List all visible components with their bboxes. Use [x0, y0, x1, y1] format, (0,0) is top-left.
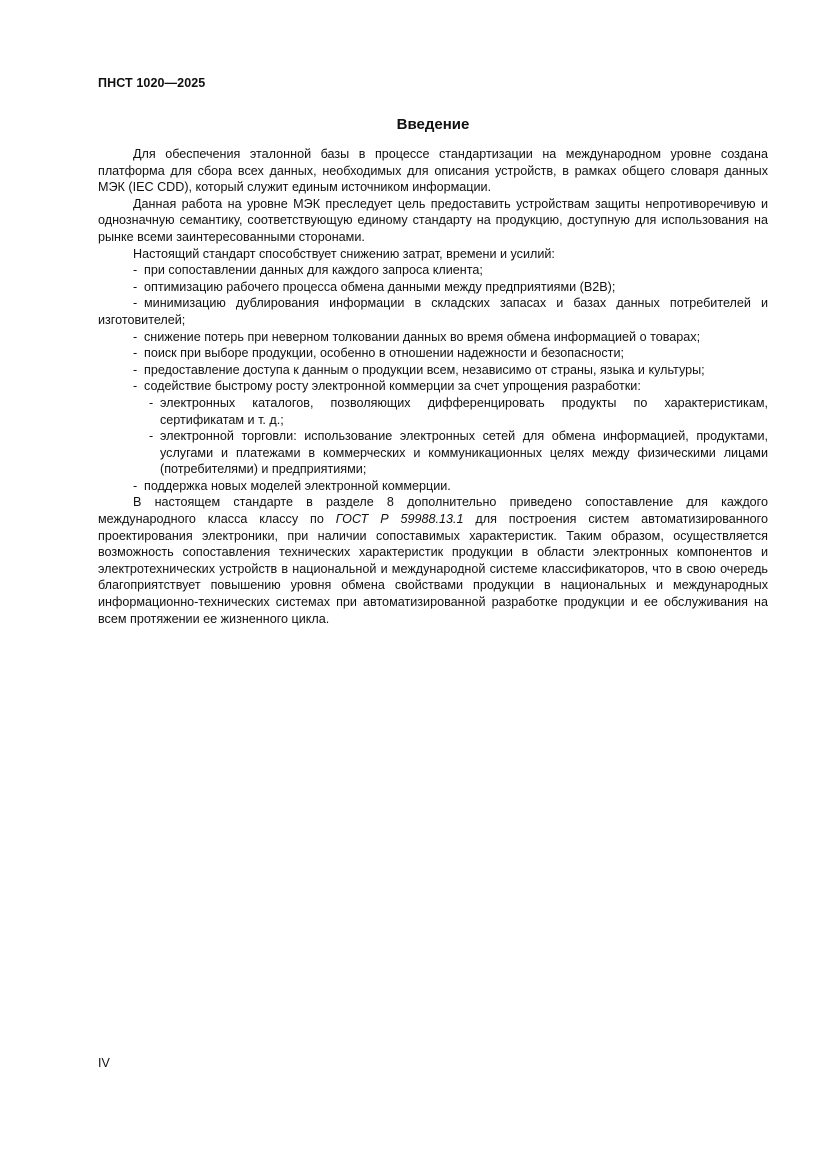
list-item	[98, 378, 768, 395]
list-item-text: минимизацию дублирования информации в складских запасах и базах данных потребителей и изготовителей;	[98, 296, 768, 327]
list-dash: -	[133, 478, 138, 493]
list-item-text: при сопоставлении данных для каждого запроса клиента;	[144, 263, 483, 278]
sub-list-item	[98, 395, 768, 428]
section-title: Введение	[396, 116, 470, 133]
paragraph-text: для построения систем автоматизированного проектирования электроники, при наличии сопоставимых характеристик. Таким образом, осуществляется возможность сопоставления технических характеристик продукции в области электронных компонентов и электротехнических устройств в национальной и международной системе классификаторов, что в свою очередь благоприятствует повышению уровня обмена свойствами продукции в национальных и международных информационно-технических системах при автоматизированной разработке продукции и ее обслуживания на всем протяжении ее жизненного цикла.	[98, 512, 768, 626]
list-item	[98, 329, 768, 346]
list-item-text: предоставление доступа к данным о продукции всем, независимо от страны, языка и культуры;	[144, 362, 705, 377]
paragraph	[98, 494, 768, 627]
introduction-body	[98, 146, 768, 627]
sub-list-item	[98, 428, 768, 478]
paragraph: Данная работа на уровне МЭК преследует цель предоставить устройствам защиты непротиворечивую и однозначную семантику, соответствующую единому стандарту на продукцию, доступную для использования на рынке всеми заинтересованными сторонами.	[98, 196, 768, 244]
sub-list-item-text: электронной торговли: использование электронных сетей для обмена информацией, продуктами, услугами и платежами в коммерческих и коммуникационных целях между физическими лицами (потребителями) и предприятиями;	[160, 429, 768, 477]
list-item	[98, 262, 768, 279]
list-item	[98, 362, 768, 379]
list-dash: -	[149, 429, 154, 444]
list-item	[98, 295, 768, 328]
standard-reference: ГОСТ Р 59988.13.1	[335, 512, 464, 527]
list-item-text: поиск при выборе продукции, особенно в отношении надежности и безопасности;	[144, 346, 624, 361]
list-dash: -	[133, 346, 138, 361]
paragraph: Настоящий стандарт способствует снижению затрат, времени и усилий:	[133, 246, 555, 261]
list-item	[98, 345, 768, 362]
list-dash: -	[133, 329, 138, 344]
document-number: ПНСТ 1020—2025	[98, 76, 206, 90]
list-dash: -	[133, 362, 138, 377]
list-dash: -	[133, 296, 138, 311]
list-item	[98, 478, 768, 495]
list-dash: -	[133, 279, 138, 294]
list-dash: -	[133, 379, 138, 394]
list-item-text: оптимизацию рабочего процесса обмена данными между предприятиями (B2B);	[144, 279, 616, 294]
list-item-text: поддержка новых моделей электронной коммерции.	[144, 478, 451, 493]
paragraph: Для обеспечения эталонной базы в процессе стандартизации на международном уровне создана платформа для сбора всех данных, необходимых для описания устройств, в рамках общего словаря данных МЭК (IEC CDD), который служит единым источником информации.	[98, 147, 768, 195]
page-number: IV	[98, 1056, 110, 1070]
list-dash: -	[149, 395, 154, 410]
sub-list-item-text: электронных каталогов, позволяющих дифференцировать продукты по характеристикам, сертификатам и т. д.;	[160, 395, 768, 427]
list-item-text: содействие быстрому росту электронной коммерции за счет упрощения разработки:	[144, 379, 641, 394]
list-item	[98, 279, 768, 296]
list-dash: -	[133, 263, 138, 278]
list-item-text: снижение потерь при неверном толковании данных во время обмена информацией о товарах;	[144, 329, 701, 344]
paragraph-text: В настоящем стандарте в разделе 8 дополнительно приведено сопоставление для каждого международного класса классу по	[98, 495, 768, 527]
